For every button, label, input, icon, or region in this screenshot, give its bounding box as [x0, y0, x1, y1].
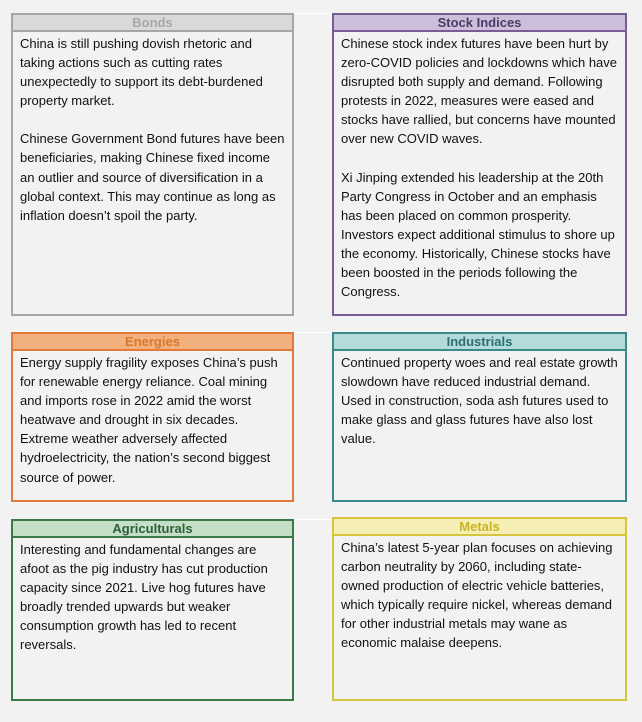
bonds-title: Bonds [13, 15, 292, 32]
industrials-title: Industrials [334, 334, 625, 351]
energies-paragraph-1: Energy supply fragility exposes China’s push for renewable energy reliance. Coal mining and imports rose in 2022 amid the worst heatwave and drought in six decades. Extreme weather adversely affected hydroelectricity, the nation’s second biggest source of power. [20, 355, 278, 485]
stock-indices-card [332, 13, 627, 316]
bonds-card [11, 13, 294, 316]
stock-indices-title: Stock Indices [334, 15, 625, 32]
agriculturals-card [11, 519, 294, 701]
agriculturals-paragraph-1: Interesting and fundamental changes are afoot as the pig industry has cut production capacity since 2021. Live hog futures have broadly trended upwards but weaker consumption growth has led to recent reversals. [20, 542, 268, 653]
industrials-paragraph-1: Continued property woes and real estate growth slowdown have reduced industrial demand. Used in construction, soda ash futures used to make glass and glass futures have also lost value. [341, 355, 618, 447]
metals-body [334, 536, 625, 653]
energies-title: Energies [13, 334, 292, 351]
metals-card [332, 517, 627, 701]
metals-paragraph-1: China’s latest 5-year plan focuses on achieving carbon neutrality by 2060, including state-owned production of electric vehicle batteries, which typically require nickel, whereas demand for other industrial metals may wane as economic malaise deepens. [341, 540, 613, 651]
divider-line [294, 13, 332, 14]
bonds-body [13, 32, 292, 225]
industrials-card [332, 332, 627, 502]
metals-title: Metals [334, 519, 625, 536]
energies-card [11, 332, 294, 502]
agriculturals-title: Agriculturals [13, 521, 292, 538]
bonds-paragraph-1: China is still pushing dovish rhetoric and taking actions such as cutting rates unexpectedly to support its debt-burdened property market. [20, 36, 263, 109]
agriculturals-body [13, 538, 292, 655]
divider-line [294, 519, 332, 520]
divider-line [294, 332, 332, 333]
stock-indices-paragraph-1: Chinese stock index futures have been hurt by zero-COVID policies and lockdowns which have disrupted both supply and demand. Following protests in 2022, measures were eased and stocks have rallied, but concerns have mounted over new COVID waves. [341, 36, 618, 147]
stock-indices-body [334, 32, 625, 301]
energies-body [13, 351, 292, 487]
industrials-body [334, 351, 625, 448]
bonds-paragraph-2: Chinese Government Bond futures have been beneficiaries, making Chinese fixed income an outlier and source of diversification in a global context. This may continue as long as inflation doesn’t spoil the party. [20, 131, 285, 223]
stock-indices-paragraph-2: Xi Jinping extended his leadership at the 20th Party Congress in October and an emphasis has been placed on common prosperity. Investors expect additional stimulus to shore up the economy. Historically, Chinese stocks have been boosted in the periods following the Congress. [341, 169, 615, 300]
